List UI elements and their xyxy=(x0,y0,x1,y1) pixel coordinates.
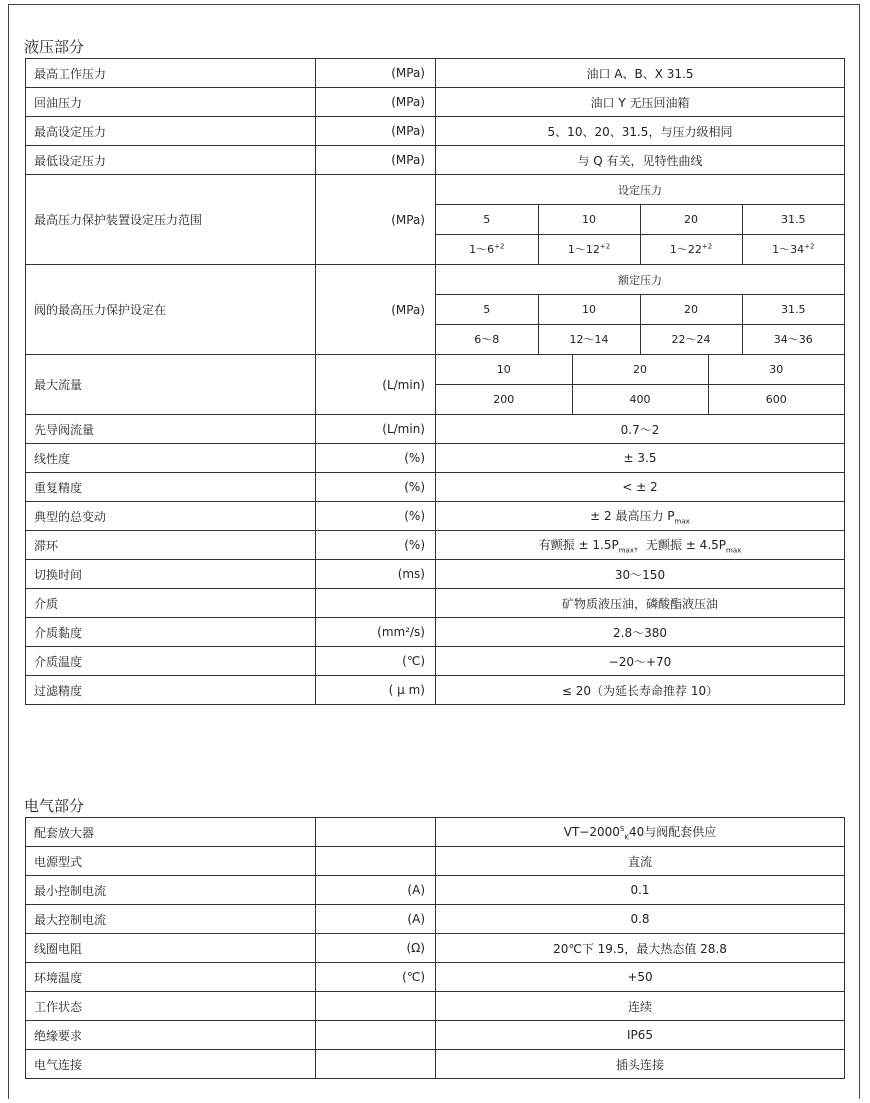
table-row xyxy=(26,265,845,355)
param-unit: (mm²/s) xyxy=(316,618,436,647)
param-unit: (MPa) xyxy=(316,59,436,88)
param-unit: (MPa) xyxy=(316,175,436,265)
subcell: 5 xyxy=(436,295,538,325)
table-row xyxy=(26,905,845,934)
subcell: 6～8 xyxy=(436,324,538,354)
table-row xyxy=(26,676,845,705)
subcell: $1\sim 12^{+2}$ xyxy=(538,234,640,264)
param-unit: (%) xyxy=(316,473,436,502)
param-value: IP65 xyxy=(436,1021,845,1050)
param-value: 0.1 xyxy=(436,876,845,905)
param-name: 典型的总变动 xyxy=(26,502,316,531)
param-unit xyxy=(316,589,436,618)
param-value: < ± 2 xyxy=(436,473,845,502)
param-name: 最大控制电流 xyxy=(26,905,316,934)
param-unit: (℃) xyxy=(316,963,436,992)
param-value: −20～+70 xyxy=(436,647,845,676)
table-row xyxy=(26,560,845,589)
subcell: 31.5 xyxy=(742,295,844,325)
electrical-section-title: 电气部分 xyxy=(24,797,85,815)
param-name: 先导阀流量 xyxy=(26,415,316,444)
param-unit: (L/min) xyxy=(316,415,436,444)
param-unit: (A) xyxy=(316,905,436,934)
param-name: 切换时间 xyxy=(26,560,316,589)
table-row xyxy=(26,589,845,618)
param-name: 电气连接 xyxy=(26,1050,316,1079)
subcell: 10 xyxy=(436,355,572,385)
table-row xyxy=(26,59,845,88)
electrical-spec-table xyxy=(25,817,845,1079)
subtable xyxy=(436,265,844,354)
table-row xyxy=(26,175,845,265)
table-row xyxy=(26,444,845,473)
param-value: 2.8～380 xyxy=(436,618,845,647)
subcell: 20 xyxy=(640,295,742,325)
param-unit: (A) xyxy=(316,876,436,905)
param-unit: (MPa) xyxy=(316,265,436,355)
param-name: 滞环 xyxy=(26,531,316,560)
subcell: $1\sim 6^{+2}$ xyxy=(436,234,538,264)
param-value: ± 2 最高压力 $P_{max}$ xyxy=(436,502,845,531)
table-row xyxy=(26,502,845,531)
param-unit: (MPa) xyxy=(316,146,436,175)
hydraulic-section-title: 液压部分 xyxy=(24,38,85,56)
subcell: 10 xyxy=(538,205,640,235)
subcell: 400 xyxy=(572,385,708,415)
subcell: 30 xyxy=(708,355,844,385)
param-value: $VT-2000^S_K40$与阀配套供应 xyxy=(436,818,845,847)
param-unit xyxy=(316,992,436,1021)
param-unit xyxy=(316,818,436,847)
hydraulic-spec-table xyxy=(25,58,845,705)
param-name: 介质黏度 xyxy=(26,618,316,647)
param-unit xyxy=(316,1050,436,1079)
param-value xyxy=(436,175,845,265)
param-value: ≤ 20（为延长寿命推荐 10） xyxy=(436,676,845,705)
table-row xyxy=(26,1021,845,1050)
param-name: 过滤精度 xyxy=(26,676,316,705)
table-row xyxy=(26,992,845,1021)
param-unit: (Ω) xyxy=(316,934,436,963)
param-value: 连续 xyxy=(436,992,845,1021)
param-unit: (ms) xyxy=(316,560,436,589)
param-unit: (℃) xyxy=(316,647,436,676)
param-name: 绝缘要求 xyxy=(26,1021,316,1050)
subcell: 22～24 xyxy=(640,324,742,354)
param-value: 矿物质液压油，磷酸酯液压油 xyxy=(436,589,845,618)
table-row xyxy=(26,876,845,905)
param-unit: (L/min) xyxy=(316,355,436,415)
param-name: 阀的最高压力保护设定在 xyxy=(26,265,316,355)
param-value: 油口 A、B、X 31.5 xyxy=(436,59,845,88)
subcell: $1\sim 22^{+2}$ xyxy=(640,234,742,264)
param-name: 最低设定压力 xyxy=(26,146,316,175)
table-row xyxy=(26,88,845,117)
param-unit: (%) xyxy=(316,444,436,473)
param-value xyxy=(436,355,845,415)
param-name: 最高设定压力 xyxy=(26,117,316,146)
param-name: 环境温度 xyxy=(26,963,316,992)
param-unit: (%) xyxy=(316,502,436,531)
param-unit xyxy=(316,847,436,876)
param-value: 直流 xyxy=(436,847,845,876)
subcell: 200 xyxy=(436,385,572,415)
table-row xyxy=(26,963,845,992)
table-row xyxy=(26,818,845,847)
table-row xyxy=(26,117,845,146)
table-row xyxy=(26,1050,845,1079)
param-value xyxy=(436,265,845,355)
param-name: 线性度 xyxy=(26,444,316,473)
param-name: 介质 xyxy=(26,589,316,618)
subcell: 10 xyxy=(538,295,640,325)
table-row xyxy=(26,355,845,415)
subcell: 5 xyxy=(436,205,538,235)
param-name: 配套放大器 xyxy=(26,818,316,847)
param-value: 有颤振 ± $1.5P_{max}$，无颤振 ± $4.5P_{max}$ xyxy=(436,531,845,560)
table-row xyxy=(26,473,845,502)
param-name: 最大流量 xyxy=(26,355,316,415)
param-value: 插头连接 xyxy=(436,1050,845,1079)
param-name: 最小控制电流 xyxy=(26,876,316,905)
param-unit xyxy=(316,1021,436,1050)
param-unit: (MPa) xyxy=(316,117,436,146)
param-name: 工作状态 xyxy=(26,992,316,1021)
param-value: 30～150 xyxy=(436,560,845,589)
table-row xyxy=(26,146,845,175)
subcell: 600 xyxy=(708,385,844,415)
param-value: 油口 Y 无压回油箱 xyxy=(436,88,845,117)
param-value: 0.8 xyxy=(436,905,845,934)
param-name: 最高工作压力 xyxy=(26,59,316,88)
param-value: +50 xyxy=(436,963,845,992)
subcell: 20 xyxy=(572,355,708,385)
subtable xyxy=(436,355,844,414)
param-value: 5、10、20、31.5，与压力级相同 xyxy=(436,117,845,146)
param-value: 0.7～2 xyxy=(436,415,845,444)
table-row xyxy=(26,934,845,963)
param-name: 重复精度 xyxy=(26,473,316,502)
param-value: ± 3.5 xyxy=(436,444,845,473)
param-name: 最高压力保护装置设定压力范围 xyxy=(26,175,316,265)
table-row xyxy=(26,647,845,676)
subcell: 12～14 xyxy=(538,324,640,354)
subcell: 34～36 xyxy=(742,324,844,354)
param-name: 回油压力 xyxy=(26,88,316,117)
param-unit: (MPa) xyxy=(316,88,436,117)
subtable xyxy=(436,175,844,264)
table-row xyxy=(26,618,845,647)
table-row xyxy=(26,531,845,560)
param-unit: ( μ m) xyxy=(316,676,436,705)
subcell: 20 xyxy=(640,205,742,235)
subheader: 额定压力 xyxy=(436,265,844,295)
param-value: 20℃下 19.5，最大热态值 28.8 xyxy=(436,934,845,963)
subcell: $1\sim 34^{+2}$ xyxy=(742,234,844,264)
param-value: 与 Q 有关，见特性曲线 xyxy=(436,146,845,175)
param-unit: (%) xyxy=(316,531,436,560)
param-name: 介质温度 xyxy=(26,647,316,676)
param-name: 电源型式 xyxy=(26,847,316,876)
subcell: 31.5 xyxy=(742,205,844,235)
subheader: 设定压力 xyxy=(436,175,844,205)
table-row xyxy=(26,415,845,444)
param-name: 线圈电阻 xyxy=(26,934,316,963)
table-row xyxy=(26,847,845,876)
